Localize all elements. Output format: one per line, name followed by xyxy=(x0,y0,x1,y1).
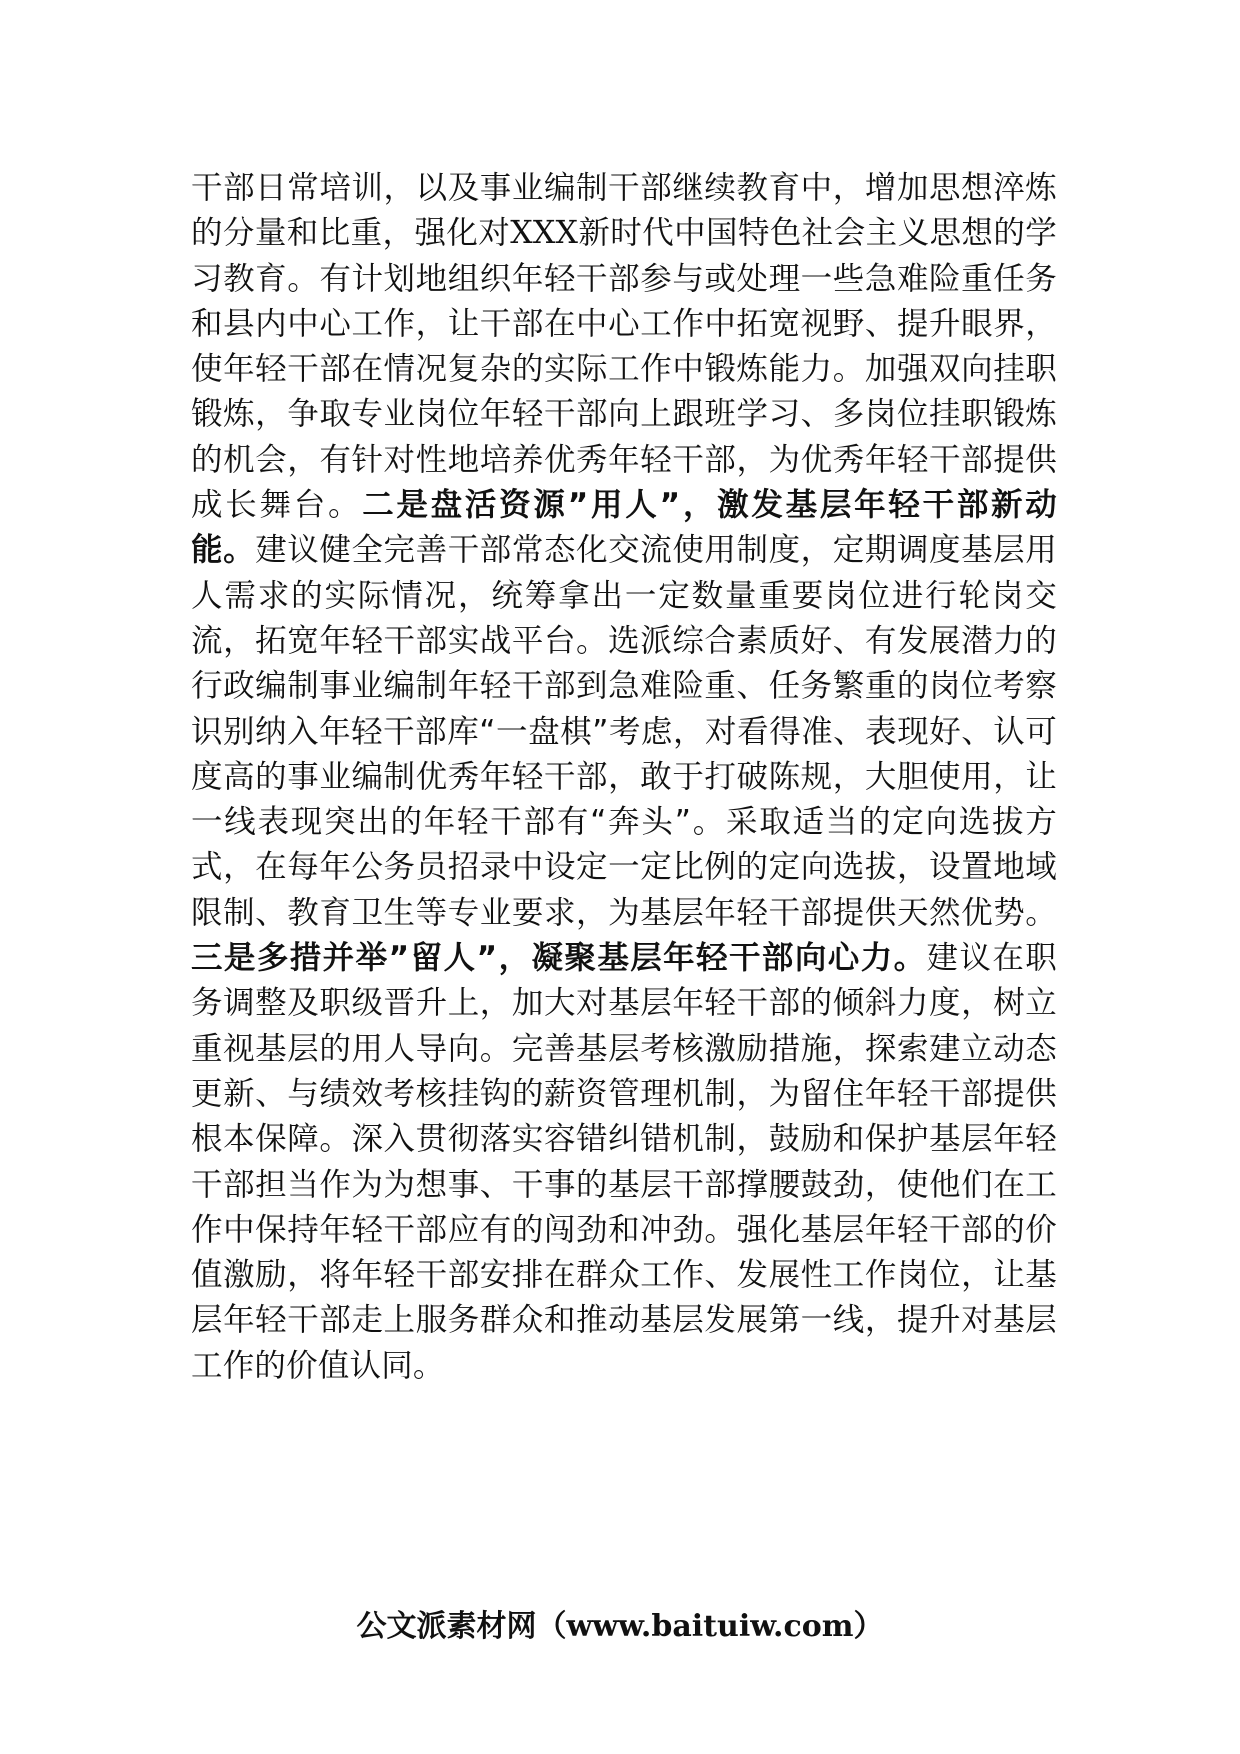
placeholder-xxx-text: XXX xyxy=(510,215,579,252)
body-paragraph xyxy=(191,166,1057,1389)
heading-point-three: 三是多措并举”留人”，凝聚基层年轻干部向心力。 xyxy=(191,940,927,977)
paragraph-point-two-text: 建议健全完善干部常态化交流使用制度，定期调度基层用人需求的实际情况，统筹拿出一定数量重要岗位进行轮岗交流，拓宽年轻干部实战平台。选派综合素质好、有发展潜力的行政编制事业编制年轻干部到急难险重、任务繁重的岗位考察识别纳入年轻干部库“一盘棋”考虑，对看得准、表现好、认可度高的事业编制优秀年轻干部，敢于打破陈规，大胆使用，让一线表现突出的年轻干部有“奔头”。采取适当的定向选拔方式，在每年公务员招录中设定一定比例的定向选拔，设置地域限制、教育卫生等专业要求，为基层年轻干部提供天然优势。 xyxy=(191,532,1057,931)
footer-source-text: 公文派素材网（www.baituiw.com） xyxy=(356,1609,884,1644)
heading-point-two: 二是盘活资源”用人”，激发基层年轻干部新动能。 xyxy=(191,487,1057,569)
paragraph-intro-text: 干部日常培训，以及事业编制干部继续教育中，增加思想淬炼的分量和比重，强化对 xyxy=(191,170,1057,252)
paragraph-point-three-text: 建议在职务调整及职级晋升上，加大对基层年轻干部的倾斜力度，树立重视基层的用人导向。完善基层考核激励措施，探索建立动态更新、与绩效考核挂钩的薪资管理机制，为留住年轻干部提供根本保障。深入贯彻落实容错纠错机制，鼓励和保护基层年轻干部担当作为为想事、干事的基层干部撑腰鼓劲，使他们在工作中保持年轻干部应有的闯劲和冲劲。强化基层年轻干部的价值激励，将年轻干部安排在群众工作、发展性工作岗位，让基层年轻干部走上服务群众和推动基层发展第一线，提升对基层工作的价值认同。 xyxy=(191,940,1057,1384)
paragraph-training-text: 新时代中国特色社会主义思想的学习教育。有计划地组织年轻干部参与或处理一些急难险重任务和县内中心工作，让干部在中心工作中拓宽视野、提升眼界，使年轻干部在情况复杂的实际工作中锻炼能力。加强双向挂职锻炼，争取专业岗位年轻干部向上跟班学习、多岗位挂职锻炼的机会，有针对性地培养优秀年轻干部，为优秀年轻干部提供成长舞台。 xyxy=(191,215,1057,524)
